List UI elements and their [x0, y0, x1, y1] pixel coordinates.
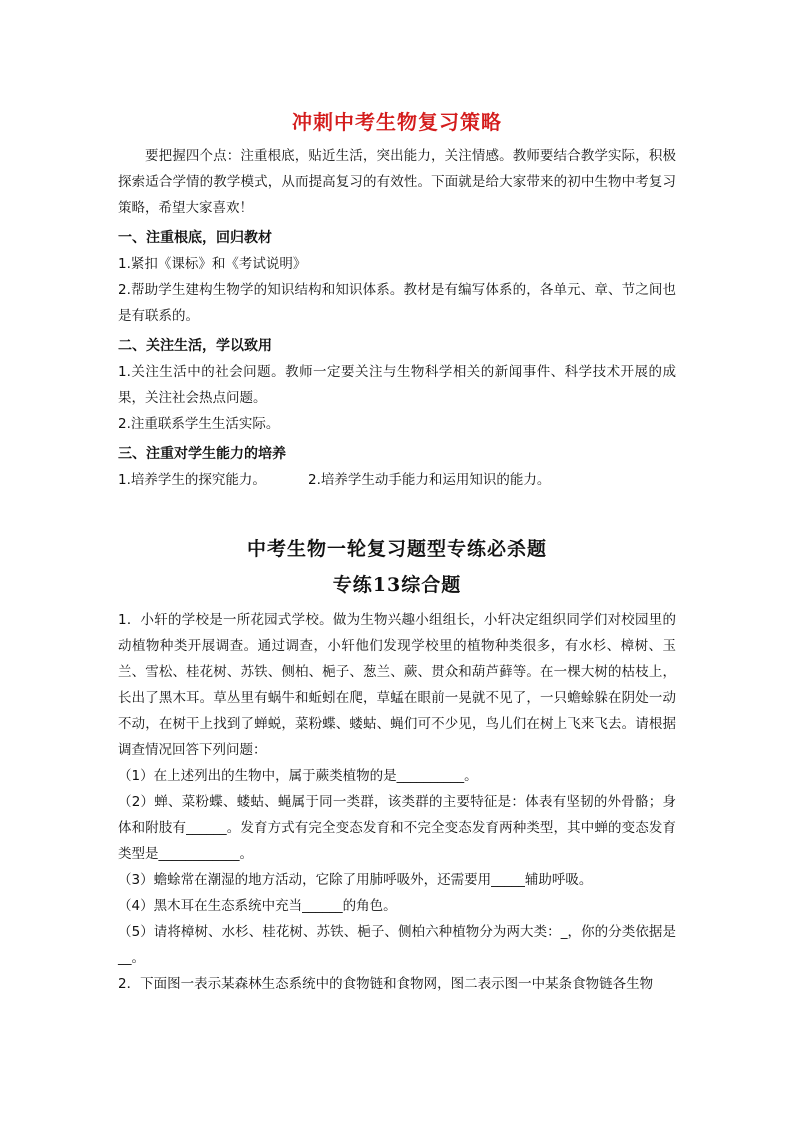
section-2-item-1: 1.关注生活中的社会问题。教师一定要关注与生物科学相关的新闻事件、科学技术开展的成果，关注社会热点问题。 [118, 364, 676, 406]
section-1-item-2: 2.帮助学生建构生物学的知识结构和知识体系。教材是有编写体系的，各单元、章、节之间也是有联系的。 [118, 282, 676, 324]
question-1-sub-2: （2）蝉、菜粉蝶、蝼蛄、蝇属于同一类群，该类群的主要特征是：体表有坚韧的外骨骼；身体和附肢有______。发育方式有完全变态发育和不完全变态发育两种类型，其中蝉的变态发育类型是____________。 [118, 794, 676, 862]
part2-title: 中考生物一轮复习题型专练必杀题 [246, 538, 547, 560]
question-1-sub-1: （1）在上述列出的生物中，属于蕨类植物的是__________。 [118, 768, 478, 784]
document-page [118, 100, 676, 997]
section-3-item-2: 2.培养学生动手能力和运用知识的能力。 [308, 472, 551, 488]
intro-paragraph: 要把握四个点：注重根底，贴近生活，突出能力，关注情感。教师要结合教学实际，积极探索适合学情的教学模式，从而提高复习的有效性。下面就是给大家带来的初中生物中考复习策略，希望大家喜欢！ [118, 148, 676, 216]
question-1-stem: 1．小轩的学校是一所花园式学校。做为生物兴趣小组组长，小轩决定组织同学们对校园里的动植物种类开展调查。通过调查，小轩他们发现学校里的植物种类很多，有水杉、樟树、玉兰、雪松、桂花树、苏铁、侧柏、梔子、葱兰、蕨、贯众和葫芦藓等。在一棵大树的枯枝上，长出了黑木耳。草丛里有蜗牛和蚯蚓在爬，草蜢在眼前一晃就不见了，一只蟾蜍躲在阴处一动不动，在树干上找到了蝉蜕，菜粉蝶、蝼蛄、蝇们可不少见，鸟儿们在树上飞来飞去。请根据调查情况回答下列问题： [118, 612, 676, 758]
section-2-item-2: 2.注重联系学生生活实际。 [118, 416, 280, 432]
question-1-sub-3: （3）蟾蜍常在潮湿的地方活动，它除了用肺呼吸外，还需要用_____辅助呼吸。 [118, 872, 593, 888]
part2-subtitle: 专练13综合题 [332, 574, 462, 596]
question-2-stem: 2．下面图一表示某森林生态系统中的食物链和食物网，图二表示图一中某条食物链各生物 [118, 976, 654, 992]
question-1-sub-4: （4）黑木耳在生态系统中充当______的角色。 [118, 898, 397, 914]
section-3-item-1: 1.培养学生的探究能力。 [118, 472, 266, 488]
section-3-items [118, 467, 676, 493]
section-heading-1: 一、注重根底，回归教材 [118, 230, 272, 246]
section-heading-2: 二、关注生活，学以致用 [118, 338, 272, 354]
question-1-sub-5: （5）请将樟树、水杉、桂花树、苏铁、梔子、侧柏六种植物分为两大类：_，你的分类依据是__。 [118, 924, 676, 966]
section-heading-3: 三、注重对学生能力的培养 [118, 446, 286, 462]
doc-title: 冲刺中考生物复习策略 [292, 110, 502, 134]
section-1-item-1: 1.紧扣《课标》和《考试说明》 [118, 256, 307, 272]
